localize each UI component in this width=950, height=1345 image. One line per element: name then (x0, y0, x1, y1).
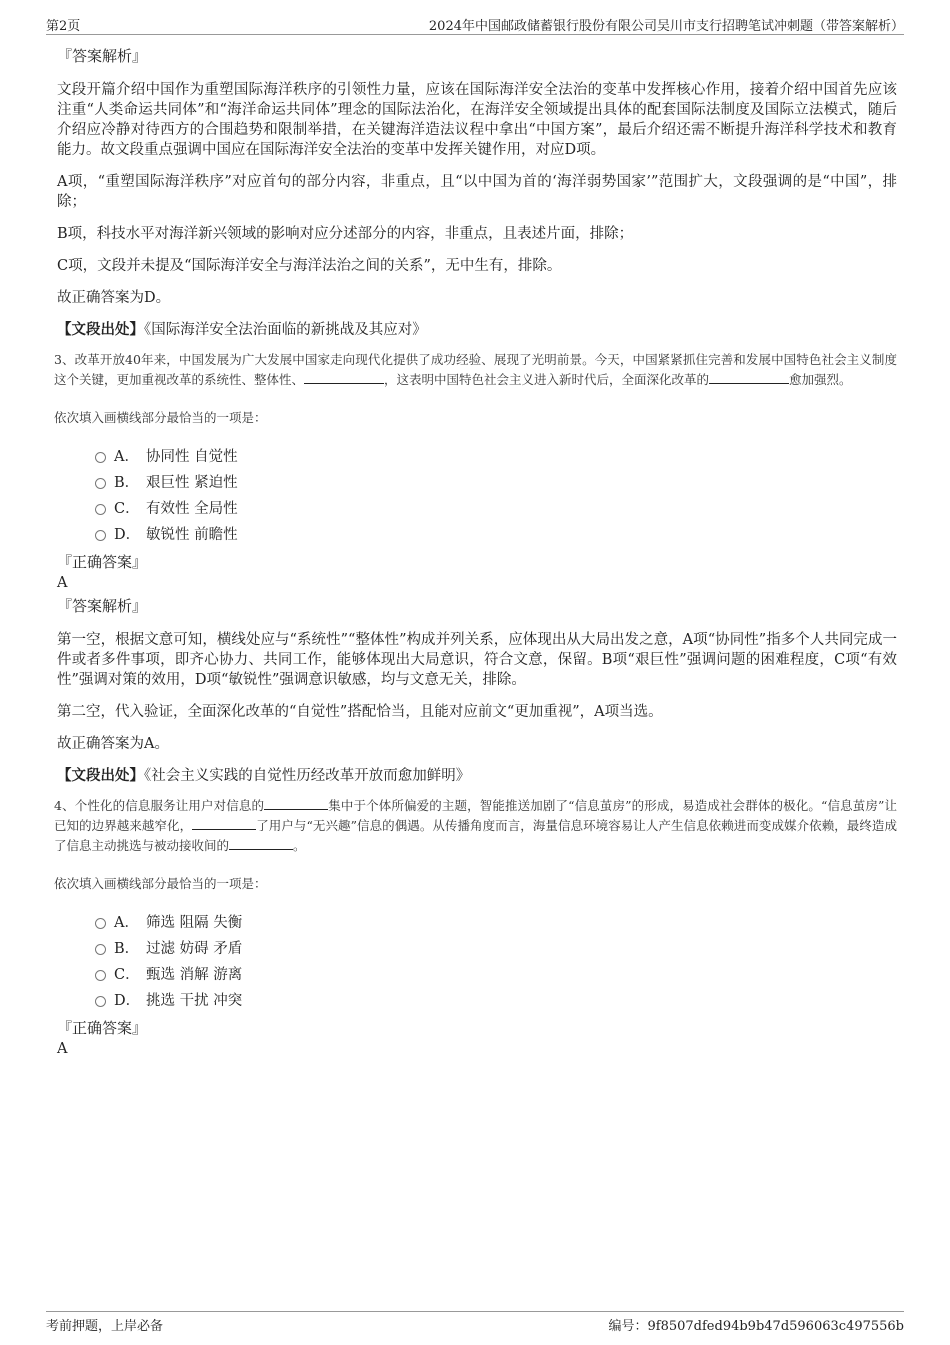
question-prompt: 依次填入画横线部分最恰当的一项是： (54, 410, 267, 425)
analysis-conclusion: 故正确答案为A。 (57, 736, 169, 752)
blank-line (709, 370, 789, 384)
option-a[interactable]: A． 筛选 阻隔 失衡 (95, 908, 897, 934)
option-c[interactable]: C． 甄选 消解 游离 (95, 960, 897, 986)
analysis-paragraph: C项，文段并未提及“国际海洋安全与海洋法治之间的关系”，无中生有，排除。 (57, 258, 562, 274)
page-content (54, 42, 897, 1062)
blank-line (229, 836, 293, 850)
page-footer (46, 1311, 904, 1336)
radio-button[interactable] (95, 918, 106, 929)
analysis-paragraph: B项，科技水平对海洋新兴领域的影响对应分述部分的内容，非重点，且表述片面，排除； (57, 226, 634, 242)
page-number: 第2页 (46, 19, 81, 34)
question-3-text: 3、改革开放40年来，中国发展为广大发展中国家走向现代化提供了成功经验、展现了光明前景。今天，中国紧紧抓住完善和发展中国特色社会主义制度这个关键，更加重视改革的系统性、整体性、 ，这表明中国特色社会主义进入新时代后，全面深化改革的 愈加强烈。 (54, 352, 897, 387)
analysis-paragraph: 第二空，代入验证，全面深化改革的“自觉性”搭配恰当，且能对应前文“更加重视”，A项当选。 (57, 704, 663, 720)
correct-answer-label: 『正确答案』 (57, 553, 148, 571)
option-c[interactable]: C． 有效性 全局性 (95, 494, 897, 520)
question-3-options (95, 442, 897, 546)
blank-line (192, 816, 256, 830)
analysis-paragraph: A项，“重塑国际海洋秩序”对应首句的部分内容，非重点，且“以中国为首的‘海洋弱势国家’”范围扩大，文段强调的是“中国”，排除； (57, 174, 897, 210)
option-b[interactable]: B． 过滤 妨碍 矛盾 (95, 934, 897, 960)
analysis-label: 『答案解析』 (57, 47, 148, 65)
page-header (46, 14, 904, 35)
radio-button[interactable] (95, 996, 106, 1007)
option-a[interactable]: A． 协同性 自觉性 (95, 442, 897, 468)
option-d[interactable]: D． 敏锐性 前瞻性 (95, 520, 897, 546)
footer-slogan: 考前押题，上岸必备 (46, 1319, 164, 1334)
option-d[interactable]: D． 挑选 干扰 冲突 (95, 986, 897, 1012)
question-prompt: 依次填入画横线部分最恰当的一项是： (54, 876, 267, 891)
analysis-conclusion: 故正确答案为D。 (57, 290, 171, 306)
analysis-paragraph: 文段开篇介绍中国作为重塑国际海洋秩序的引领性力量，应该在国际海洋安全法治的变革中发挥核心作用，接着介绍中国首先应该注重“人类命运共同体”和“海洋命运共同体”理念的国际法治化，在海洋安全领域提出具体的配套国际法制度及国际立法模式，随后介绍应冷静对待西方的合围趋势和限制举措，在关键海洋造法议程中拿出“中国方案”，最后介绍还需不断提升海洋科学技术和教育能力。故文段重点强调中国应在国际海洋安全法治的变革中发挥关键作用，对应D项。 (57, 82, 897, 158)
blank-line (264, 796, 328, 810)
radio-button[interactable] (95, 970, 106, 981)
correct-answer: A (57, 575, 68, 591)
document-title: 2024年中国邮政储蓄银行股份有限公司吴川市支行招聘笔试冲刺题（带答案解析） (428, 19, 904, 34)
radio-button[interactable] (95, 452, 106, 463)
document-id: 编号：9f8507dfed94b9b47d596063c497556b (608, 1319, 904, 1334)
radio-button[interactable] (95, 504, 106, 515)
analysis-paragraph: 第一空，根据文意可知，横线处应与“系统性”“整体性”构成并列关系，应体现出从大局出发之意，A项“协同性”指多个人共同完成一件或者多件事项，即齐心协力、共同工作，能够体现出大局意识，符合文意，保留。B项“艰巨性”强调问题的困难程度，C项“有效性”强调对策的效用，D项“敏锐性”强调意识敏感，均与文意无关，排除。 (57, 632, 897, 688)
radio-button[interactable] (95, 530, 106, 541)
blank-line (304, 370, 384, 384)
radio-button[interactable] (95, 478, 106, 489)
radio-button[interactable] (95, 944, 106, 955)
option-b[interactable]: B． 艰巨性 紧迫性 (95, 468, 897, 494)
correct-answer: A (57, 1041, 68, 1057)
question-4-text: 4、个性化的信息服务让用户对信息的 集中于个体所偏爱的主题，智能推送加剧了“信息茧房”的形成，易造成社会群体的极化。“信息茧房”让已知的边界越来越窄化， 了用户与“无兴趣”信息的偶遇。从传播角度而言，海量信息环境容易让人产生信息依赖进而变成媒介依赖，最终造成了信息主动挑选与被动接收间的 。 (54, 798, 897, 853)
source-citation: 【文段出处】《社会主义实践的自觉性历经改革开放而愈加鲜明》 (57, 767, 471, 784)
source-citation: 【文段出处】《国际海洋安全法治面临的新挑战及其应对》 (57, 321, 427, 338)
correct-answer-label: 『正确答案』 (57, 1019, 148, 1037)
analysis-label: 『答案解析』 (57, 597, 148, 615)
question-4-options (95, 908, 897, 1012)
